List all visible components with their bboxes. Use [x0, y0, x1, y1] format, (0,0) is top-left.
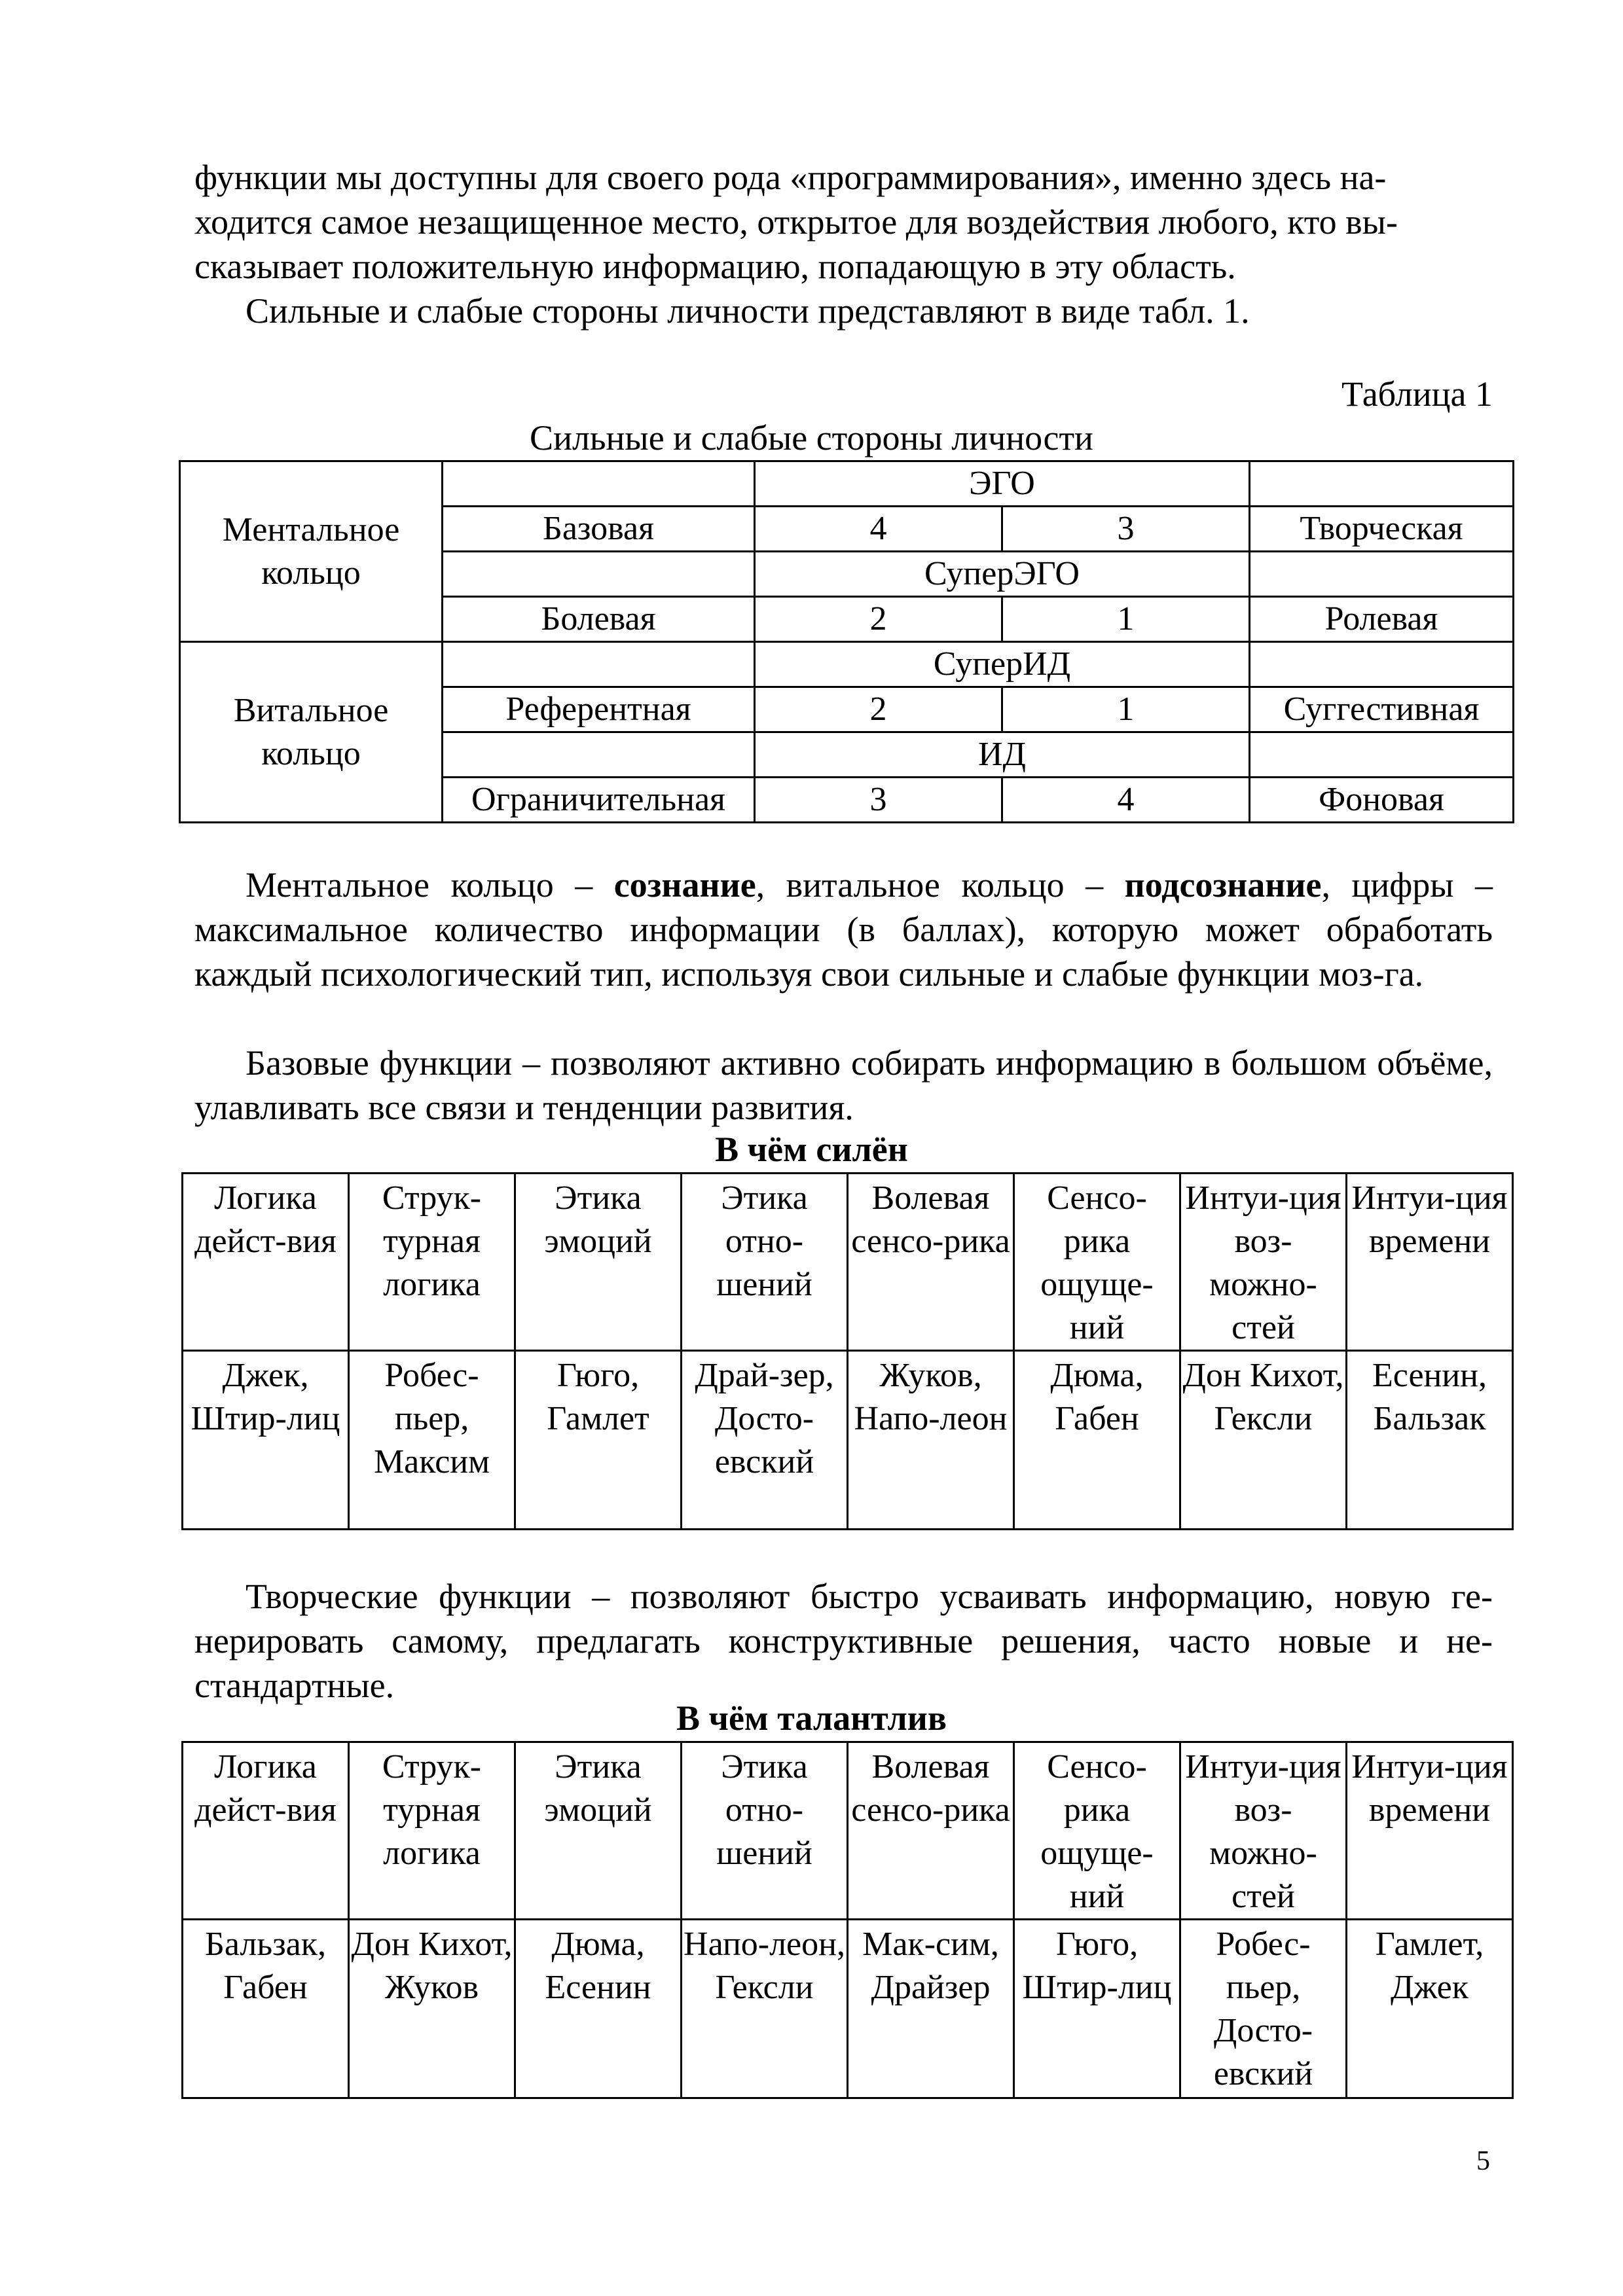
type-names-cell: Бальзак, Габен [183, 1920, 349, 2098]
creative-functions-paragraph: Творческие функции – позволяют быстро усваивать информацию, новую ге-нерировать самому, предлагать конструктивные решения, часто новые и не-стандартные. [194, 1577, 1493, 1705]
intro-paragraph [194, 155, 1493, 289]
function-header-cell: Интуи-ция времени [1347, 1742, 1513, 1920]
function-header-cell: Струк-турная логика [349, 1742, 515, 1920]
type-names-cell: Робес-пьер, Досто-евский [1180, 1920, 1347, 2098]
function-header-cell: Волевая сенсо-рика [848, 1174, 1014, 1351]
type-names-cell: Дон Кихот, Жуков [349, 1920, 515, 2098]
type-names-cell: Гюго, Гамлет [515, 1351, 682, 1530]
function-header-cell: Этика эмоций [515, 1174, 682, 1351]
function-value: 3 [1002, 507, 1250, 552]
function-name: Суггестивная [1250, 687, 1514, 732]
intro-line: функции мы доступны для своего рода «программирования», именно здесь на- [194, 158, 1387, 197]
talent-table [181, 1741, 1514, 2099]
type-names-cell: Гюго, Штир-лиц [1014, 1920, 1180, 2098]
function-header-cell: Этика отно-шений [682, 1174, 848, 1351]
function-value: 4 [755, 507, 1002, 552]
table-title: Сильные и слабые стороны личности [530, 418, 1093, 457]
type-names-cell: Есенин, Бальзак [1347, 1351, 1513, 1530]
function-header-cell: Интуи-ция воз-можно-стей [1180, 1742, 1347, 1920]
table-label: Таблица 1 [1341, 374, 1493, 414]
function-name: Болевая [443, 597, 755, 642]
function-header-cell: Логика дейст-вия [183, 1174, 349, 1351]
function-header-cell: Этика эмоций [515, 1742, 682, 1920]
type-names-cell: Драй-зер, Досто-евский [682, 1351, 848, 1530]
intro-line: сказывает положительную информацию, попадающую в эту область. [194, 247, 1236, 286]
text-run: , цифры – максимальное количество информации (в баллах), которую может обработать каждый психологический тип, используя свои сильные и слабые функции моз-га. [194, 865, 1493, 994]
function-header-cell: Интуи-ция воз-можно-стей [1180, 1174, 1347, 1351]
type-names-cell: Дюма, Габен [1014, 1351, 1180, 1530]
strong-table [181, 1172, 1514, 1530]
function-header-cell: Сенсо-рика ощуще-ний [1014, 1742, 1180, 1920]
type-names-cell: Джек, Штир-лиц [183, 1351, 349, 1530]
function-value: 2 [755, 687, 1002, 732]
function-value: 1 [1002, 597, 1250, 642]
term-soznanie: сознание [613, 865, 756, 905]
table-reference: Сильные и слабые стороны личности представляют в виде табл. 1. [246, 291, 1250, 331]
strong-table-title: В чём силён [715, 1130, 908, 1169]
function-value: 4 [1002, 778, 1250, 823]
function-value: 1 [1002, 687, 1250, 732]
function-name: Базовая [443, 507, 755, 552]
mental-ring-cell: Ментальное кольцо [180, 461, 443, 642]
function-header-cell: Этика отно-шений [682, 1742, 848, 1920]
function-name: Ограничительная [443, 778, 755, 823]
intro-line: ходится самое незащищенное место, открытое для воздействия любого, кто вы- [194, 202, 1398, 242]
type-names-cell: Жуков, Напо-леон [848, 1351, 1014, 1530]
id-header: ИД [755, 732, 1250, 778]
rings-explanation [194, 863, 1493, 996]
type-names-cell: Робес-пьер, Максим [349, 1351, 515, 1530]
function-name: Ролевая [1250, 597, 1514, 642]
text-run: Ментальное кольцо – [246, 865, 614, 905]
type-names-cell: Дюма, Есенин [515, 1920, 682, 2098]
function-header-cell: Сенсо-рика ощуще-ний [1014, 1174, 1180, 1351]
base-functions-paragraph: Базовые функции – позволяют активно собирать информацию в большом объёме, улавливать все связи и тенденции развития. [194, 1043, 1493, 1127]
term-podsoznanie: подсознание [1124, 865, 1322, 905]
function-name: Творческая [1250, 507, 1514, 552]
type-names-cell: Дон Кихот, Гексли [1180, 1351, 1347, 1530]
text-run: , витальное кольцо – [756, 865, 1125, 905]
function-value: 2 [755, 597, 1002, 642]
function-header-cell: Логика дейст-вия [183, 1742, 349, 1920]
vital-ring-cell: Витальное кольцо [180, 642, 443, 823]
superego-header: СуперЭГО [755, 552, 1250, 597]
function-header-cell: Струк-турная логика [349, 1174, 515, 1351]
ego-header: ЭГО [755, 461, 1250, 507]
superid-header: СуперИД [755, 642, 1250, 687]
type-names-cell: Напо-леон, Гексли [682, 1920, 848, 2098]
function-name: Референтная [443, 687, 755, 732]
function-header-cell: Интуи-ция времени [1347, 1174, 1513, 1351]
function-name: Фоновая [1250, 778, 1514, 823]
type-names-cell: Мак-сим, Драйзер [848, 1920, 1014, 2098]
page-number: 5 [1476, 2146, 1490, 2176]
function-header-cell: Волевая сенсо-рика [848, 1742, 1014, 1920]
type-names-cell: Гамлет, Джек [1347, 1920, 1513, 2098]
function-value: 3 [755, 778, 1002, 823]
personality-table [179, 460, 1514, 823]
talent-table-title: В чём талантлив [676, 1698, 947, 1738]
